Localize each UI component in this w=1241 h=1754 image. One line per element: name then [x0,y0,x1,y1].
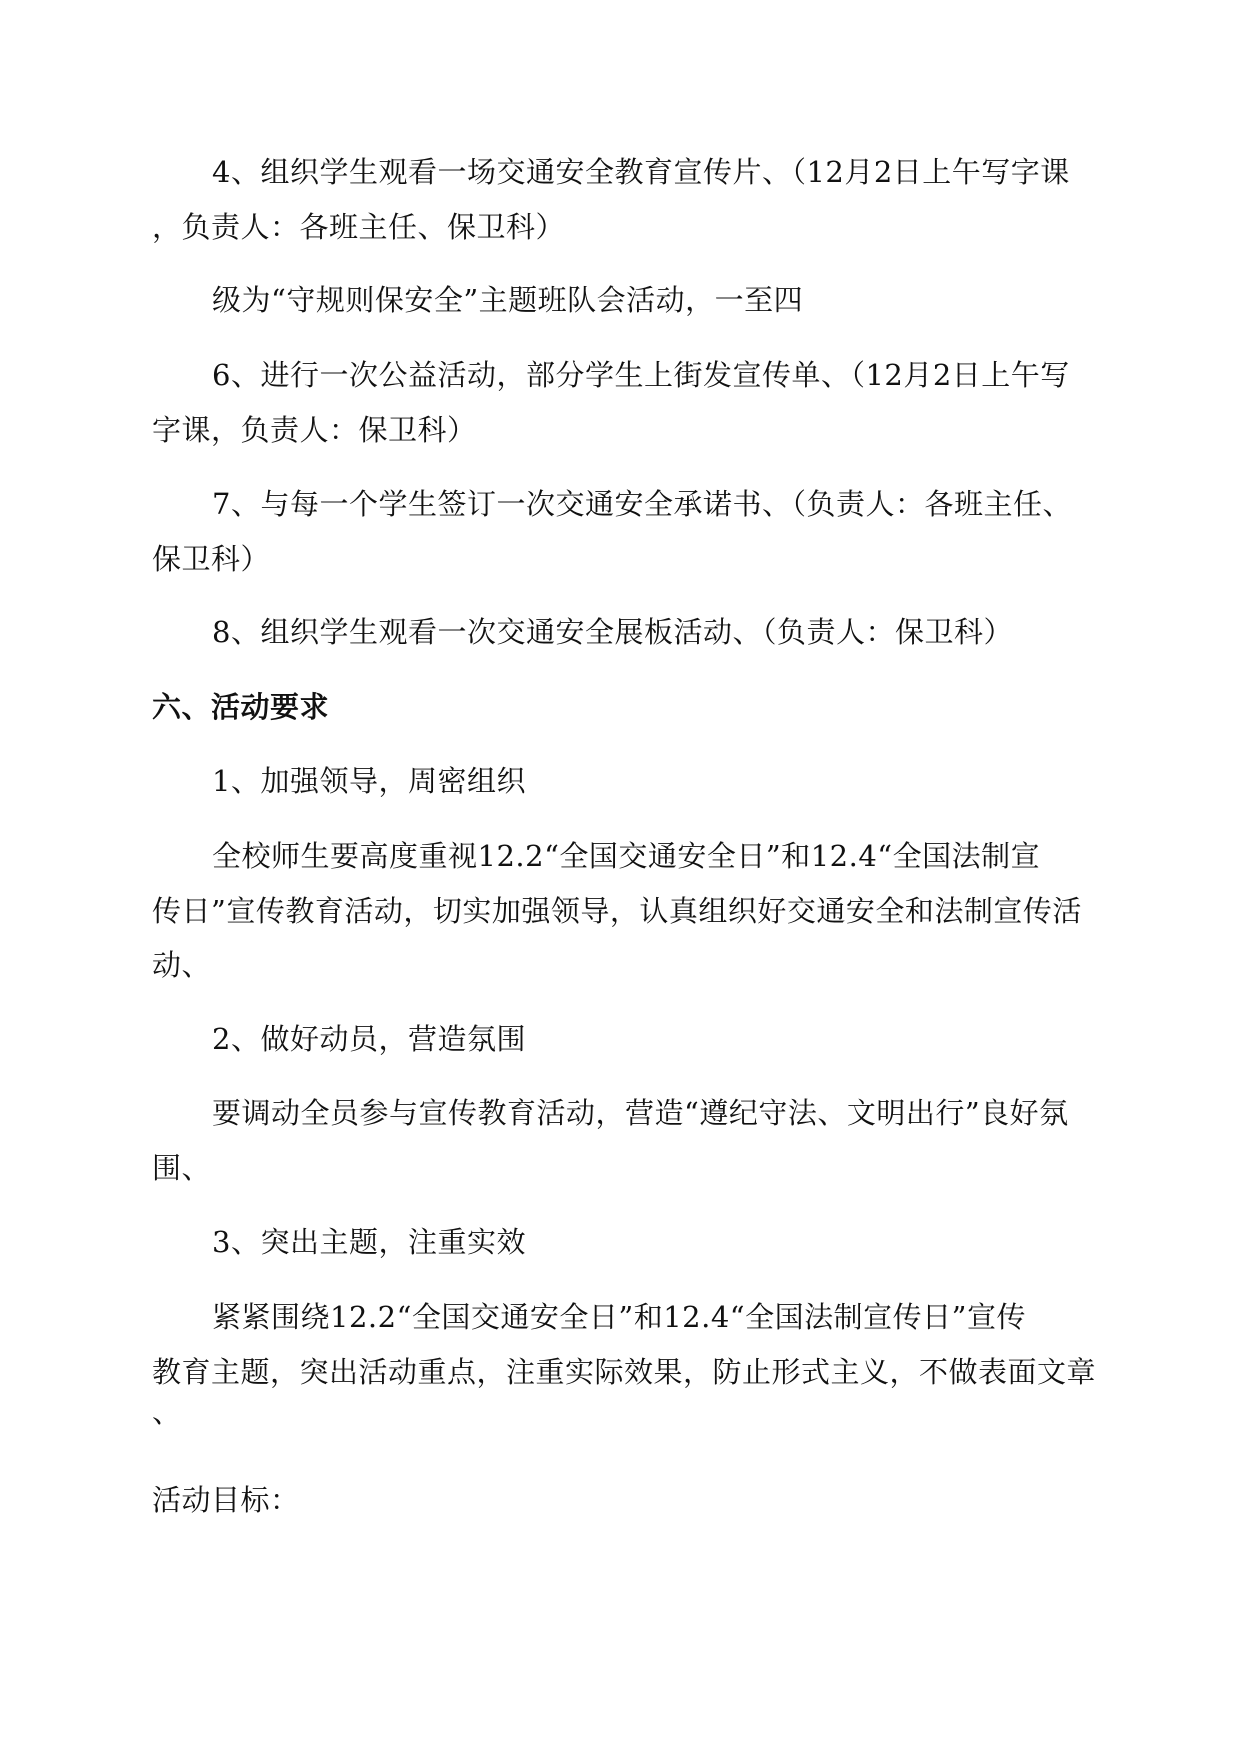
objectives-label: 活动目标： [152,1483,300,1517]
requirement-1-para-line-3: 动、 [152,948,212,982]
requirement-3-title: 3、突出主题，注重实效 [212,1225,526,1259]
requirement-1-title: 1、加强领导，周密组织 [212,764,526,798]
requirement-2-para-line-1: 要调动全员参与宣传教育活动，营造“遵纪守法、文明出行”良好氛 [212,1096,1069,1130]
section-heading: 六、活动要求 [152,690,330,724]
requirement-3-para-line-2: 教育主题，突出活动重点，注重实际效果，防止形式主义，不做表面文章 [152,1355,1097,1389]
requirement-1-para-line-2: 传日”宣传教育活动，切实加强领导，认真组织好交通安全和法制宣传活 [152,894,1082,928]
item-4-line-2: ，负责人：各班主任、保卫科） [152,210,566,244]
item-6-line-2: 字课，负责人：保卫科） [152,413,477,447]
requirement-2-title: 2、做好动员，营造氛围 [212,1022,526,1056]
requirement-3-para-line-1: 紧紧围绕12.2“全国交通安全日”和12.4“全国法制宣传日”宣传 [212,1300,1026,1334]
requirement-2-para-line-2: 围、 [152,1151,212,1185]
item-7-line-1: 7、与每一个学生签订一次交通安全承诺书、（负责人：各班主任、 [212,487,1072,521]
item-7-line-2: 保卫科） [152,542,271,576]
item-6-line-1: 6、进行一次公益活动，部分学生上街发宣传单、（12月2日上午写 [212,358,1070,392]
item-8-line-1: 8、组织学生观看一次交通安全展板活动、（负责人：保卫科） [212,615,1013,649]
requirement-3-para-line-3: 、 [152,1395,182,1429]
item-4-line-1: 4、组织学生观看一场交通安全教育宣传片、（12月2日上午写字课 [212,155,1070,189]
item-5-line-1: 级为“守规则保安全”主题班队会活动，一至四 [212,283,804,317]
requirement-1-para-line-1: 全校师生要高度重视12.2“全国交通安全日”和12.4“全国法制宣 [212,839,1041,873]
